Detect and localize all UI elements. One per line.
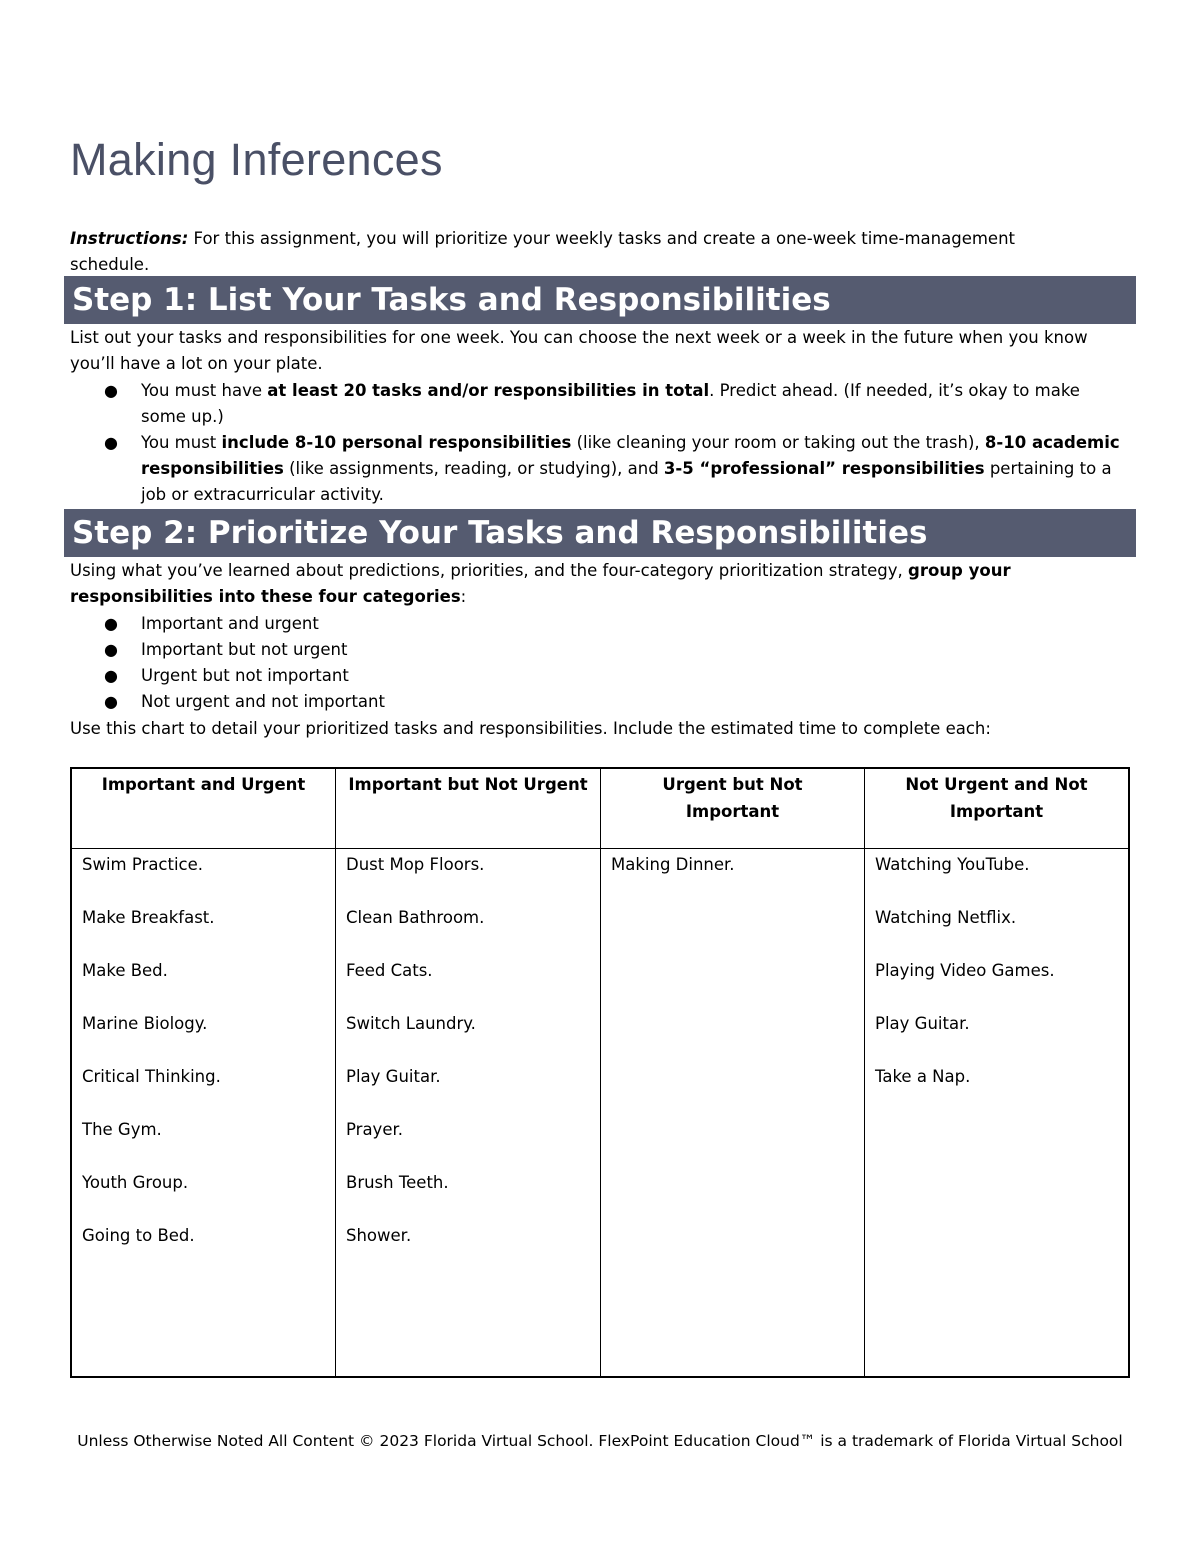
table-cell-item: Shower. (346, 1226, 412, 1245)
table-cell-item: Feed Cats. (346, 961, 433, 980)
table-column-important-urgent (72, 849, 336, 1376)
priority-table (70, 767, 1130, 1378)
step2-intro (70, 558, 1110, 610)
category-label: Urgent but not important (141, 666, 349, 685)
table-cell-item: Swim Practice. (82, 855, 204, 874)
step1-heading: Step 1: List Your Tasks and Responsibilities (64, 276, 1136, 324)
table-cell-item: Marine Biology. (82, 1014, 208, 1033)
instructions-paragraph (70, 226, 1070, 278)
table-cell-item: Take a Nap. (875, 1067, 971, 1086)
category-bullet-list (70, 611, 1120, 715)
category-label: Not urgent and not important (141, 692, 385, 711)
bullet-bold-text: at least 20 tasks and/or responsibilities in total (267, 381, 710, 400)
category-item (70, 611, 1120, 637)
chart-intro: Use this chart to detail your prioritized tasks and responsibilities. Include the estimated time to complete each: (70, 719, 991, 738)
table-cell-item: Watching YouTube. (875, 855, 1030, 874)
bullet-text: You must (141, 433, 222, 452)
category-label: Important but not urgent (141, 640, 348, 659)
table-cell-item: Make Breakfast. (82, 908, 215, 927)
step2-intro-text: Using what you’ve learned about predictions, priorities, and the four-category prioritization strategy, (70, 561, 909, 580)
table-header-cell: Not Urgent and Not Important (865, 769, 1128, 849)
bullet-icon: ● (104, 666, 118, 685)
table-cell-item: Play Guitar. (875, 1014, 970, 1033)
step1-intro: List out your tasks and responsibilities for one week. You can choose the next week or a week in the future when you know you’ll have a lot on your plate. (70, 328, 1088, 373)
table-cell-item: Critical Thinking. (82, 1067, 221, 1086)
bullet-text: You must have (141, 381, 268, 400)
copyright-footer: Unless Otherwise Noted All Content © 2023 Florida Virtual School. FlexPoint Education Cloud™ is a trademark of Florida Virtual School (77, 1432, 1123, 1450)
table-column-important-not-urgent (336, 849, 601, 1376)
bullet-icon: ● (104, 614, 118, 633)
table-cell-item: Clean Bathroom. (346, 908, 485, 927)
table-column-not-urgent-not-important (865, 849, 1128, 1376)
bullet-text: pertaining to a job or extracurricular activity. (141, 459, 1112, 504)
bullet-bold-text: include 8-10 personal responsibilities (221, 433, 572, 452)
table-cell-item: Dust Mop Floors. (346, 855, 485, 874)
table-cell-item: The Gym. (82, 1120, 162, 1139)
step2-intro-text: : (460, 587, 467, 606)
table-header-cell: Urgent but Not Important (601, 769, 865, 849)
instructions-text: For this assignment, you will prioritize your weekly tasks and create a one-week time-management schedule. (70, 229, 1016, 274)
step1-bullet-1 (70, 378, 1120, 430)
bullet-icon: ● (104, 433, 118, 452)
table-cell-item: Watching Netflix. (875, 908, 1017, 927)
table-header-cell: Important and Urgent (72, 769, 336, 849)
table-cell-item: Going to Bed. (82, 1226, 195, 1245)
category-item (70, 637, 1120, 663)
bullet-bold-text: 8-10 academic responsibilities (141, 433, 1120, 478)
table-cell-item: Play Guitar. (346, 1067, 441, 1086)
step2-intro-bold: group your responsibilities into these four categories (70, 561, 1011, 606)
category-item (70, 689, 1120, 715)
instructions-lead: Instructions: (70, 229, 189, 248)
bullet-text: . Predict ahead. (If needed, it’s okay to make some up.) (141, 381, 1080, 426)
table-header-cell: Important but Not Urgent (336, 769, 601, 849)
table-cell-item: Brush Teeth. (346, 1173, 449, 1192)
bullet-bold-text: 3-5 “professional” responsibilities (663, 459, 985, 478)
bullet-text: (like assignments, reading, or studying), and (283, 459, 664, 478)
table-cell-item: Playing Video Games. (875, 961, 1055, 980)
category-item (70, 663, 1120, 689)
table-column-urgent-not-important (601, 849, 865, 1376)
bullet-icon: ● (104, 640, 118, 659)
step1-bullet-list (70, 378, 1120, 508)
step1-bullet-2 (70, 430, 1120, 508)
table-cell-item: Youth Group. (82, 1173, 189, 1192)
bullet-icon: ● (104, 692, 118, 711)
table-cell-item: Prayer. (346, 1120, 403, 1139)
step2-heading: Step 2: Prioritize Your Tasks and Responsibilities (64, 509, 1136, 557)
table-cell-item: Making Dinner. (611, 855, 735, 874)
table-cell-item: Switch Laundry. (346, 1014, 476, 1033)
table-cell-item: Make Bed. (82, 961, 168, 980)
bullet-text: (like cleaning your room or taking out the trash), (571, 433, 985, 452)
bullet-icon: ● (104, 381, 118, 400)
page-title: Making Inferences (70, 134, 443, 185)
category-label: Important and urgent (141, 614, 319, 633)
